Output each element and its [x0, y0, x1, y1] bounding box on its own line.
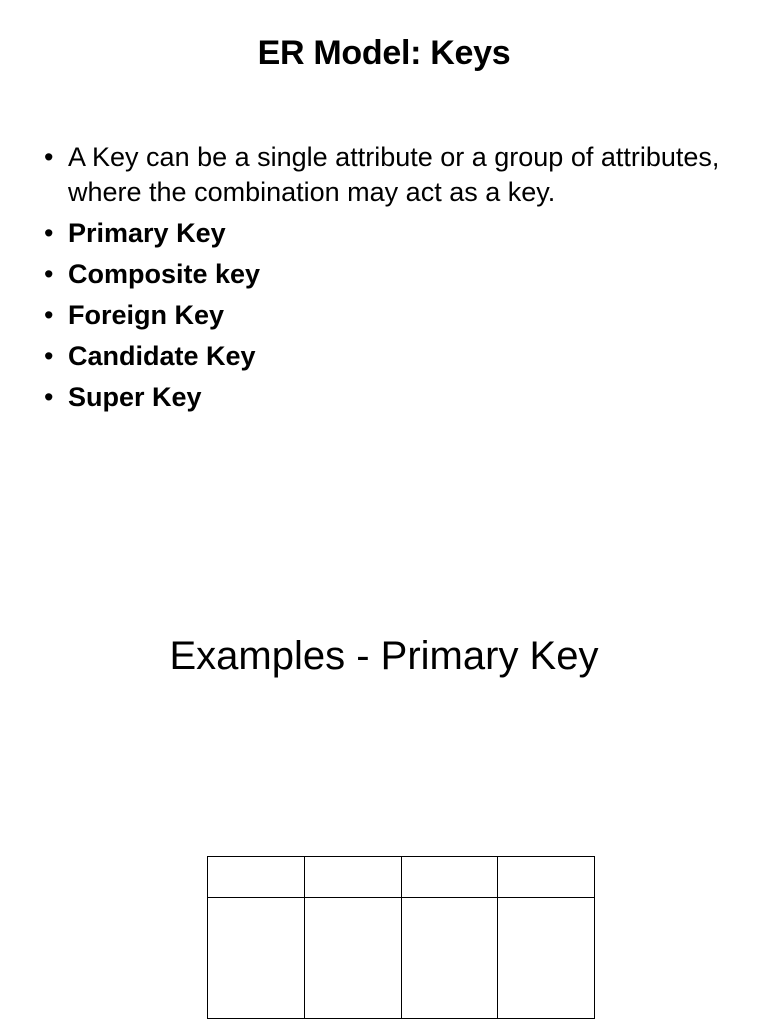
- bullet-icon: •: [44, 259, 54, 289]
- bullet-item-primary-key: [42, 216, 722, 251]
- bullet-item-key-definition: [42, 140, 722, 210]
- bullet-text: Candidate Key: [68, 341, 256, 371]
- bullet-text: Primary Key: [68, 218, 226, 248]
- bullet-icon: •: [44, 341, 54, 371]
- bullet-text: Composite key: [68, 259, 261, 289]
- bullet-text: A Key can be a single attribute or a group of attributes, where the combination may act as a key.: [68, 142, 720, 207]
- bullet-icon: •: [44, 300, 54, 330]
- bullet-icon: •: [44, 382, 54, 412]
- table-header-cell: [498, 857, 595, 898]
- table-cell: [401, 898, 498, 1019]
- bullet-icon: •: [44, 142, 54, 172]
- slide-title: ER Model: Keys: [257, 34, 511, 72]
- bullet-item-super-key: [42, 380, 722, 415]
- key-types-bullet-list: [42, 140, 722, 421]
- bullet-text: Super Key: [68, 382, 202, 412]
- examples-title: Examples - Primary Key: [169, 634, 599, 678]
- bullet-item-candidate-key: [42, 339, 722, 374]
- table-header-row: [208, 857, 595, 898]
- table-cell: [208, 898, 305, 1019]
- bullet-item-foreign-key: [42, 298, 722, 333]
- table-row: [208, 898, 595, 1019]
- bullet-icon: •: [44, 218, 54, 248]
- table-header-cell: [401, 857, 498, 898]
- bullet-item-composite-key: [42, 257, 722, 292]
- table-cell: [304, 898, 401, 1019]
- table-header-cell: [208, 857, 305, 898]
- table-header-cell: [304, 857, 401, 898]
- bullet-text: Foreign Key: [68, 300, 225, 330]
- table-cell: [498, 898, 595, 1019]
- example-table: [207, 856, 595, 1019]
